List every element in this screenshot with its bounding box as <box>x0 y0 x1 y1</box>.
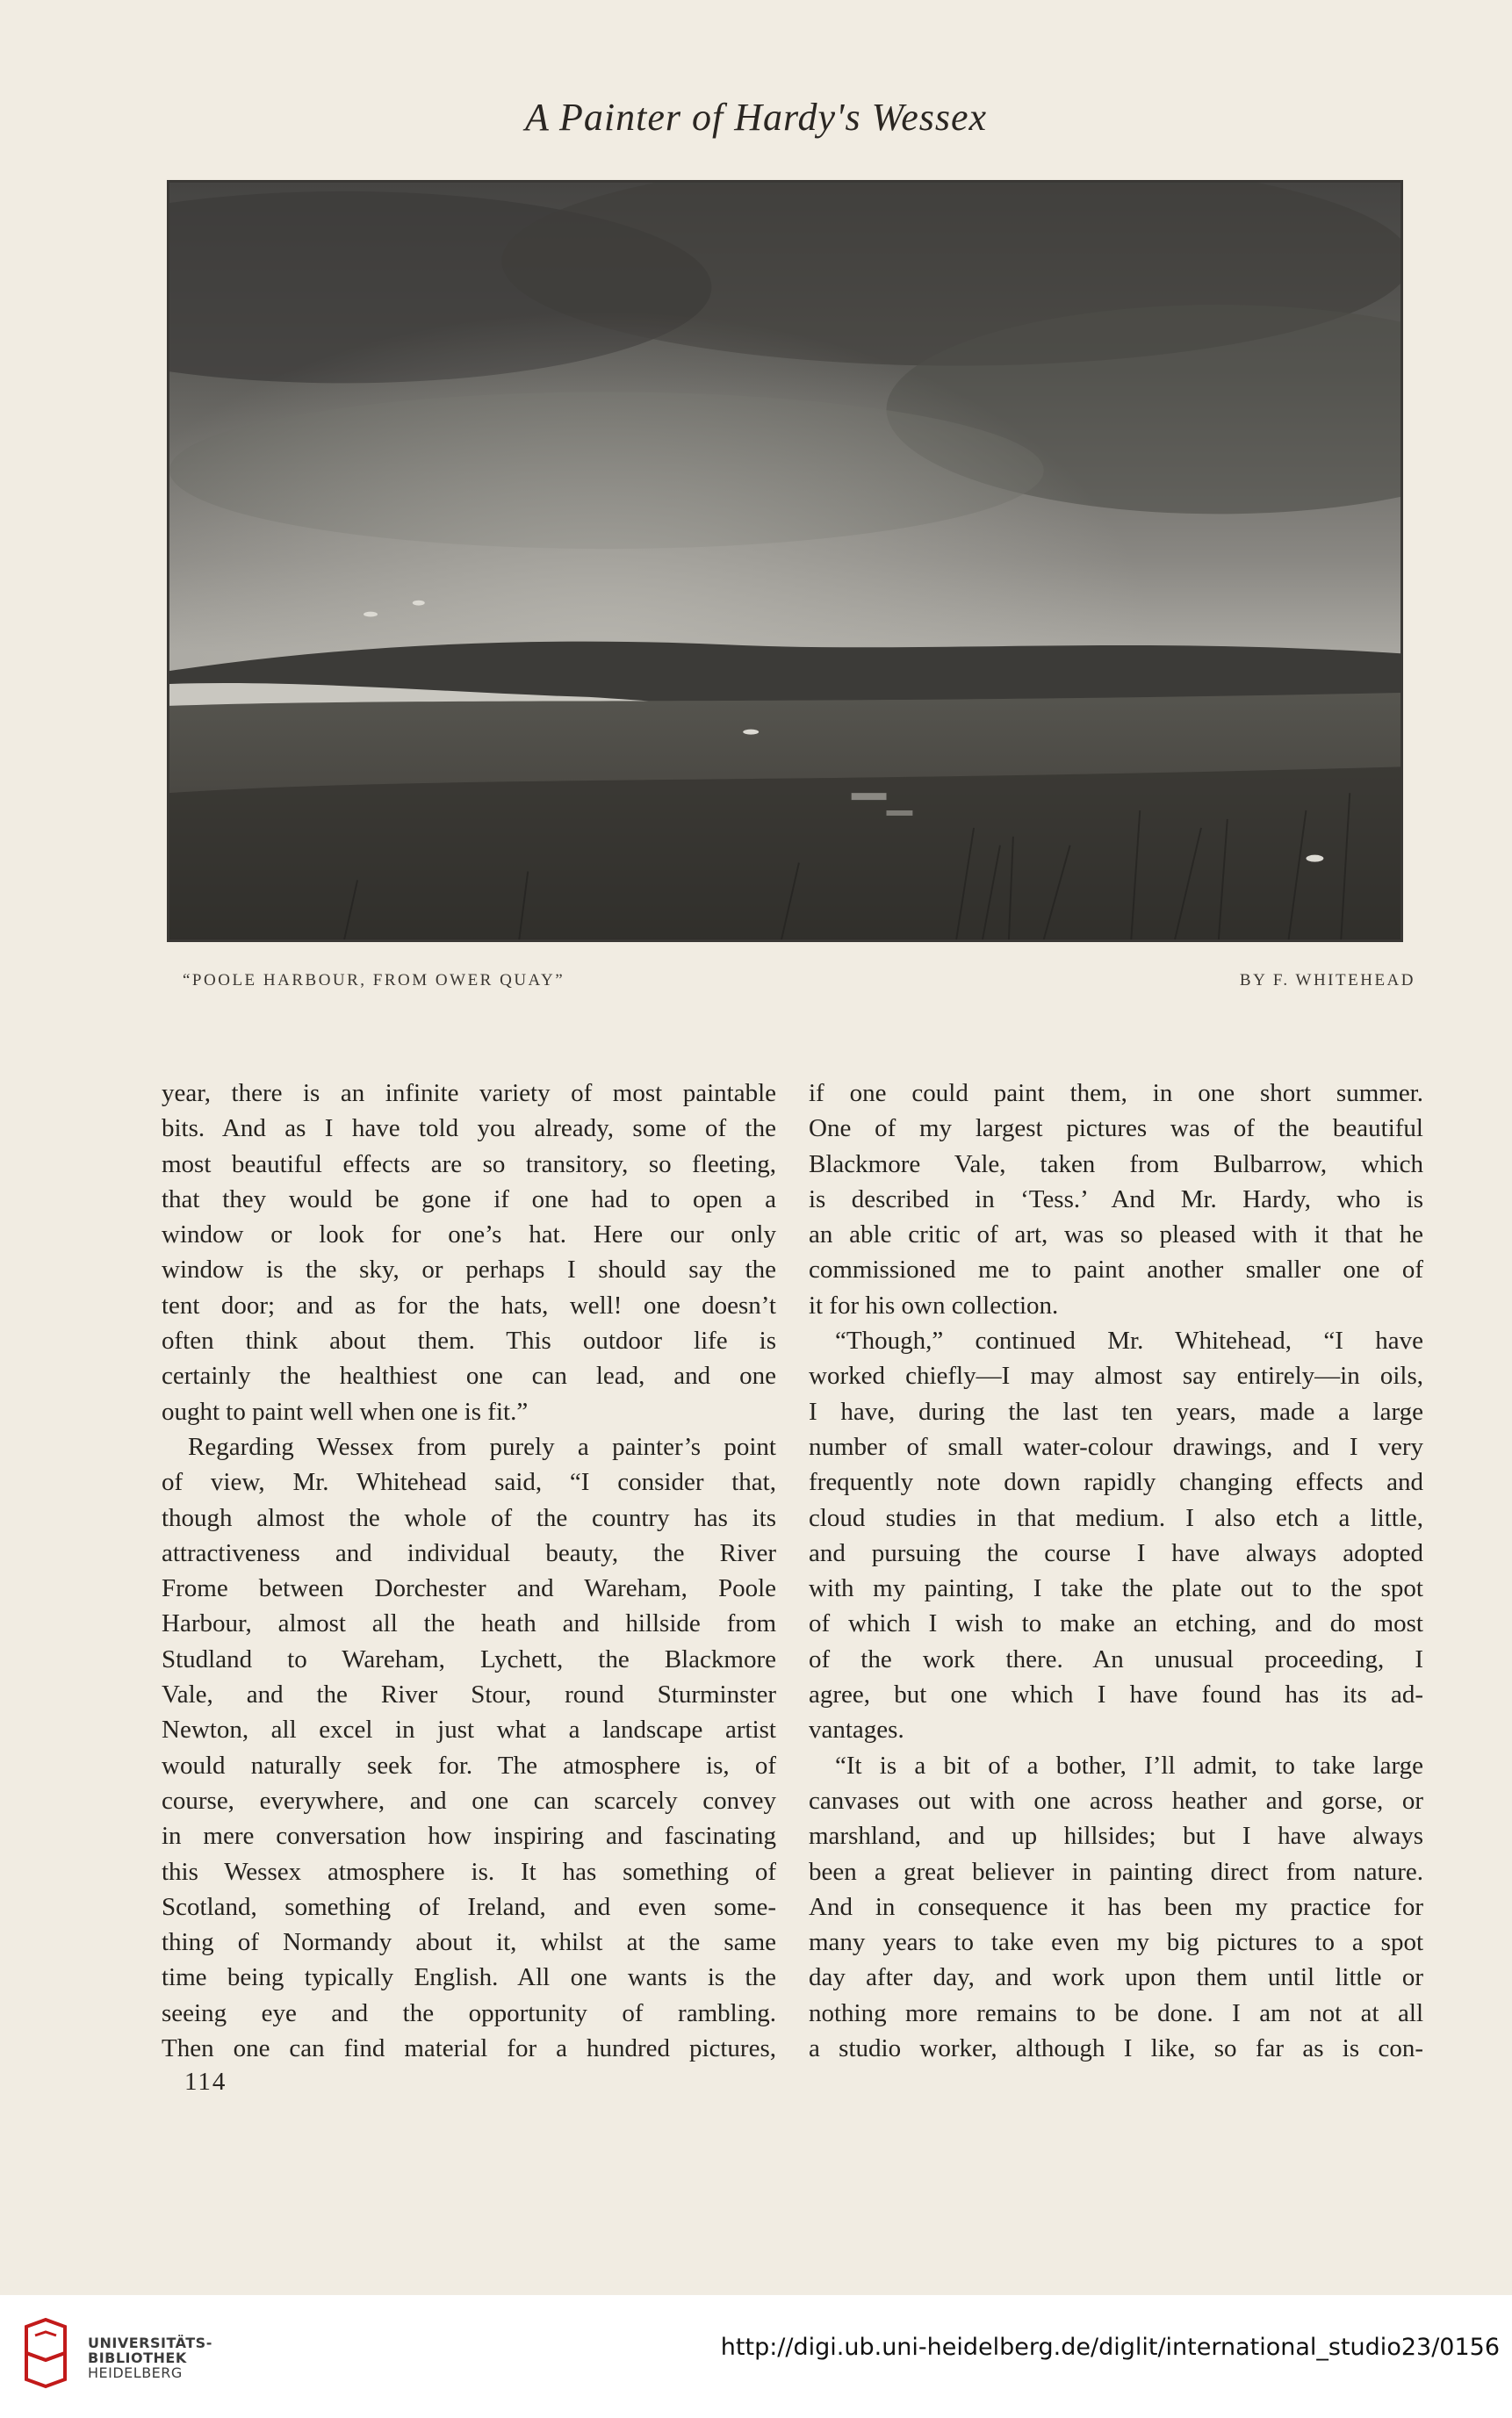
text-line: window is the sky, or perhaps I should say the <box>162 1256 776 1285</box>
text-line: this Wessex atmosphere is. It has something of <box>162 1857 776 1886</box>
text-line: thing of Normandy about it, whilst at the same <box>162 1928 776 1957</box>
page-number: 114 <box>184 2068 227 2096</box>
footer-bar <box>0 2295 1512 2418</box>
text-line: I have, during the last ten years, made a large <box>809 1397 1423 1426</box>
body-column-left <box>162 1076 776 2066</box>
text-line: frequently note down rapidly changing effects and <box>809 1468 1423 1497</box>
moorland-painting-image <box>169 183 1400 939</box>
text-line: bits. And as I have told you already, some of the <box>162 1114 776 1143</box>
text-line: “It is a bit of a bother, I’ll admit, to take large <box>835 1751 1423 1780</box>
library-name-line1: UNIVERSITÄTS- <box>88 2335 212 2351</box>
text-line: ought to paint well when one is fit.” <box>162 1397 529 1426</box>
text-line: number of small water-colour drawings, and I very <box>809 1432 1423 1461</box>
text-line: is described in ‘Tess.’ And Mr. Hardy, who is <box>809 1184 1423 1213</box>
text-line: vantages. <box>809 1716 904 1745</box>
text-line: been a great believer in painting direct from nature. <box>809 1857 1423 1886</box>
body-column-right <box>809 1076 1423 2066</box>
text-line: time being typically English. All one wants is the <box>162 1963 776 1992</box>
text-line: cloud studies in that medium. I also etch a little, <box>809 1503 1423 1532</box>
text-line: if one could paint them, in one short summer. <box>809 1079 1423 1107</box>
text-line: Regarding Wessex from purely a painter’s point <box>188 1432 776 1461</box>
text-line: tent door; and as for the hats, well! one doesn’t <box>162 1291 776 1320</box>
text-line: often think about them. This outdoor life is <box>162 1327 776 1356</box>
text-line: One of my largest pictures was of the beautiful <box>809 1114 1423 1143</box>
text-line: Frome between Dorchester and Wareham, Poole <box>162 1574 776 1603</box>
university-library-logo-icon <box>19 2318 74 2393</box>
text-line: nothing more remains to be done. I am not at all <box>809 1998 1423 2027</box>
text-line: though almost the whole of the country has its <box>162 1503 776 1532</box>
text-line: of view, Mr. Whitehead said, “I consider that, <box>162 1468 776 1497</box>
text-line: certainly the healthiest one can lead, and one <box>162 1362 776 1391</box>
text-line: an able critic of art, was so pleased with it that he <box>809 1220 1423 1249</box>
text-line: a studio worker, although I like, so far as is con- <box>809 2034 1423 2063</box>
text-line: marshland, and up hillsides; but I have always <box>809 1822 1423 1851</box>
text-line: Newton, all excel in just what a landscape artist <box>162 1716 776 1745</box>
source-url-link[interactable]: http://digi.ub.uni-heidelberg.de/diglit/international_studio23/0156 <box>720 2334 1500 2361</box>
painting-plate <box>167 180 1403 942</box>
text-line: Blackmore Vale, taken from Bulbarrow, which <box>809 1149 1423 1178</box>
text-line: Then one can find material for a hundred pictures, <box>162 2034 776 2063</box>
text-line: that they would be gone if one had to open a <box>162 1184 776 1213</box>
text-line: day after day, and work upon them until little or <box>809 1963 1423 1992</box>
text-line: Studland to Wareham, Lychett, the Blackmore <box>162 1644 776 1673</box>
plate-caption-artist: BY F. WHITEHEAD <box>1239 971 1415 990</box>
library-name-line2: BIBLIOTHEK <box>88 2350 187 2366</box>
text-line: many years to take even my big pictures to a spot <box>809 1928 1423 1957</box>
text-line: window or look for one’s hat. Here our only <box>162 1220 776 1249</box>
text-line: course, everywhere, and one can scarcely convey <box>162 1786 776 1815</box>
text-line: would naturally seek for. The atmosphere is, of <box>162 1751 776 1780</box>
text-line: Harbour, almost all the heath and hillside from <box>162 1609 776 1638</box>
text-line: it for his own collection. <box>809 1291 1059 1320</box>
text-line: commissioned me to paint another smaller one of <box>809 1256 1423 1285</box>
text-line: of the work there. An unusual proceeding, I <box>809 1644 1423 1673</box>
text-line: And in consequence it has been my practice for <box>809 1892 1423 1921</box>
text-line: in mere conversation how inspiring and fascinating <box>162 1822 776 1851</box>
text-line: Vale, and the River Stour, round Sturminster <box>162 1680 776 1709</box>
text-line: “Though,” continued Mr. Whitehead, “I have <box>835 1327 1423 1356</box>
text-line: worked chiefly—I may almost say entirely—in oils, <box>809 1362 1423 1391</box>
text-line: most beautiful effects are so transitory, so fleeting, <box>162 1149 776 1178</box>
text-line: seeing eye and the opportunity of rambling. <box>162 1998 776 2027</box>
text-line: canvases out with one across heather and gorse, or <box>809 1786 1423 1815</box>
library-name <box>88 2335 212 2380</box>
text-line: agree, but one which I have found has its ad- <box>809 1680 1423 1709</box>
library-name-line3: HEIDELBERG <box>88 2364 183 2381</box>
running-title: A Painter of Hardy's Wessex <box>524 96 988 139</box>
text-line: Scotland, something of Ireland, and even some- <box>162 1892 776 1921</box>
text-line: and pursuing the course I have always adopted <box>809 1538 1423 1567</box>
text-line: with my painting, I take the plate out to the spot <box>809 1574 1423 1603</box>
text-line: year, there is an infinite variety of most paintable <box>162 1079 776 1107</box>
text-line: of which I wish to make an etching, and do most <box>809 1609 1423 1638</box>
text-line: attractiveness and individual beauty, the River <box>162 1538 776 1567</box>
plate-caption-title: “POOLE HARBOUR, FROM OWER QUAY” <box>183 971 565 990</box>
